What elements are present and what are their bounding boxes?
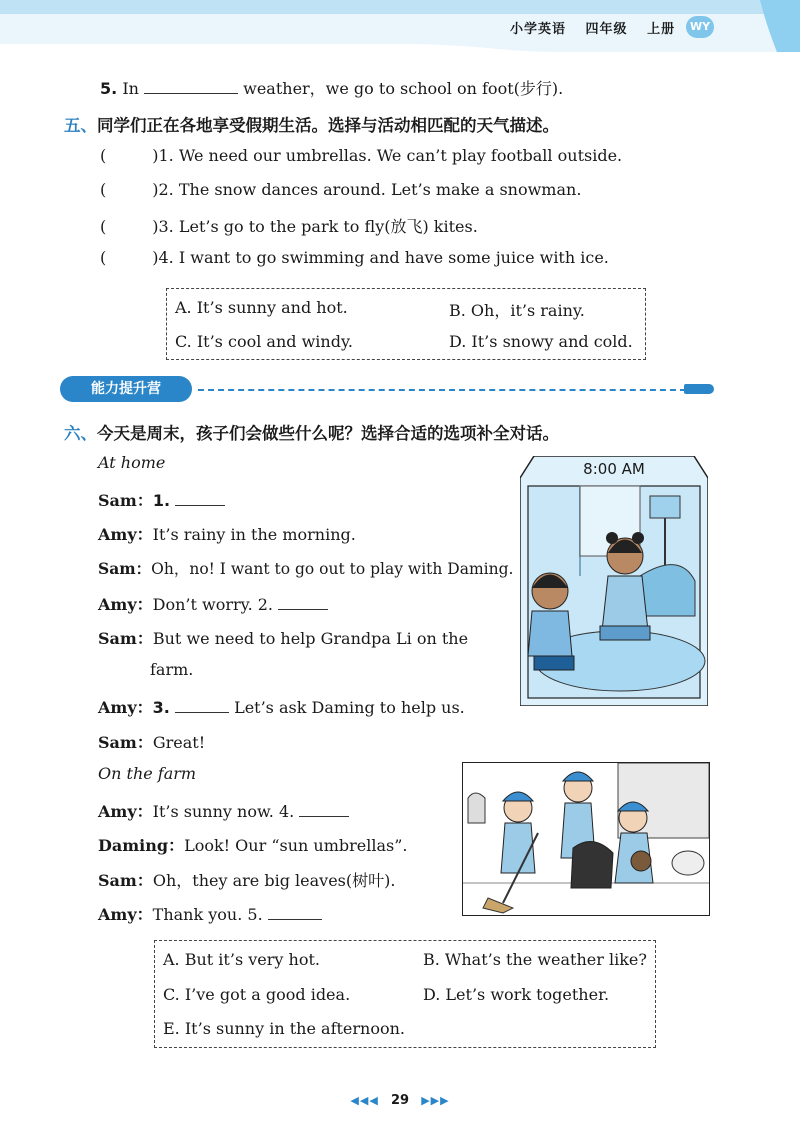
left-arrows-icon: ◀◀◀ [350,1094,379,1107]
section5-item-2: ( )2. The snow dances around. Let’s make a snowman. [100,180,582,199]
scene-at-home: At home [98,453,166,472]
edition-badge: WY [686,16,714,38]
header-info [510,18,689,37]
banner-divider [198,389,686,391]
dialogue-line: Sam：1. [98,488,225,511]
header-grade: 四年级 [585,22,628,37]
option-a: A. It’s sunny and hot. [175,298,348,317]
section6-options-box [154,940,656,1048]
picture-time-label: 8:00 AM [583,460,645,478]
dialogue-line: Sam：But we need to help Grandpa Li on the [98,629,469,648]
answer-blank[interactable] [299,802,349,817]
dialogue-line: farm. [150,660,194,679]
section5-title: 五、同学们正在各地享受假期生活。选择与活动相匹配的天气描述。 [64,116,559,135]
section5-item-4: ( )4. I want to go swimming and have some juice with ice. [100,248,609,267]
answer-blank[interactable] [268,905,322,920]
option-e: E. It’s sunny in the afternoon. [163,1019,405,1038]
page-number: 29 [390,1093,410,1108]
option-d: D. It’s snowy and cold. [449,332,633,351]
answer-blank[interactable] [144,79,238,94]
dialogue-line: Sam：Oh，no! I want to go out to play with Daming. [98,559,514,578]
header-subject: 小学英语 [510,22,567,37]
q4-item5: 5. In weather，we go to school on foot(步行). [100,79,564,98]
answer-blank[interactable] [175,491,225,506]
section5-item-1: ( )1. We need our umbrellas. We can’t play football outside. [100,146,623,165]
illustration-on-the-farm [462,762,710,916]
dialogue-line: Amy：It’s rainy in the morning. [98,525,356,544]
section6-title: 六、今天是周末，孩子们会做些什么呢？选择合适的选项补全对话。 [64,424,559,443]
illustration-at-home [520,456,708,706]
option-c: C. I’ve got a good idea. [163,985,351,1004]
section5-options-box [166,288,646,360]
option-d: D. Let’s work together. [423,985,610,1004]
dialogue-line: Sam：Oh，they are big leaves(树叶). [98,871,396,890]
scene-on-the-farm: On the farm [98,764,197,783]
pencil-icon [684,384,714,394]
dialogue-line: Amy：Thank you. 5. [98,902,322,925]
option-c: C. It’s cool and windy. [175,332,353,351]
ability-banner: 能力提升营 [60,376,192,402]
option-b: B. Oh，it’s rainy. [449,301,585,320]
dialogue-line: Daming：Look! Our “sun umbrellas”. [98,836,408,855]
section5-item-3: ( )3. Let’s go to the park to fly(放飞) kites. [100,217,478,236]
option-a: A. But it’s very hot. [163,950,320,969]
page-footer [0,1093,800,1108]
answer-blank[interactable] [278,595,328,610]
right-arrows-icon: ▶▶▶ [421,1094,450,1107]
answer-blank[interactable] [175,698,229,713]
dialogue-line: Amy：3. Let’s ask Daming to help us. [98,698,465,717]
option-b: B. What’s the weather like? [423,950,647,969]
dialogue-line: Sam：Great! [98,733,206,752]
header-volume: 上册 [647,22,676,37]
dialogue-line: Amy：Don’t worry. 2. [98,592,328,615]
dialogue-line: Amy：It’s sunny now. 4. [98,799,349,822]
